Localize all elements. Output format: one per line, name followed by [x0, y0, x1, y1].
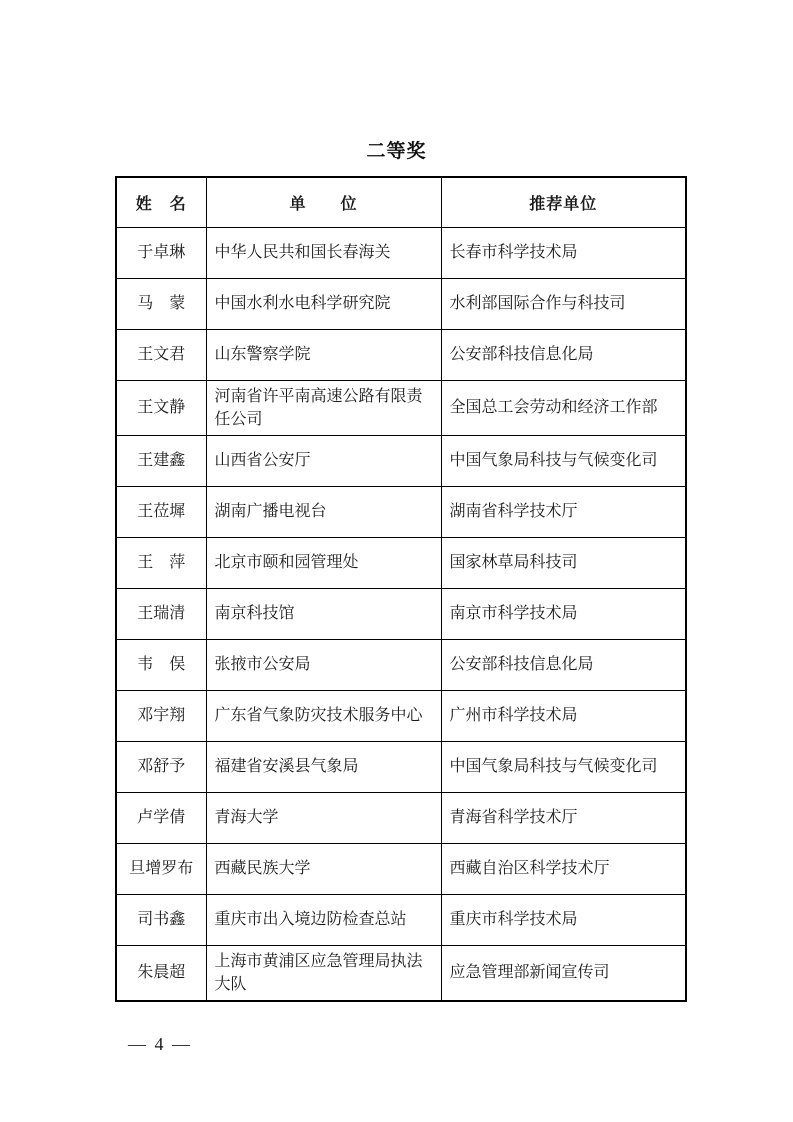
header-organization: 单 位 [206, 177, 441, 227]
header-row [116, 177, 686, 227]
table-row [116, 945, 686, 1001]
org-cell: 青海大学 [206, 792, 441, 843]
name-cell: 卢学倩 [116, 792, 206, 843]
name-cell: 旦增罗布 [116, 843, 206, 894]
table-row [116, 537, 686, 588]
table-row [116, 843, 686, 894]
name-cell: 司书鑫 [116, 894, 206, 945]
table-row [116, 278, 686, 329]
recommender-cell: 青海省科学技术厅 [441, 792, 686, 843]
name-cell: 王文君 [116, 329, 206, 380]
header-name: 姓 名 [116, 177, 206, 227]
table-row [116, 435, 686, 486]
recommender-cell: 广州市科学技术局 [441, 690, 686, 741]
recommender-cell: 南京市科学技术局 [441, 588, 686, 639]
recommender-cell: 全国总工会劳动和经济工作部 [441, 380, 686, 435]
page-number: — 4 — [128, 1034, 192, 1055]
name-cell: 马 蒙 [116, 278, 206, 329]
org-cell: 南京科技馆 [206, 588, 441, 639]
org-cell: 北京市颐和园管理处 [206, 537, 441, 588]
recommender-cell: 中国气象局科技与气候变化司 [441, 741, 686, 792]
name-cell: 王瑞清 [116, 588, 206, 639]
award-table [115, 176, 687, 1002]
recommender-cell: 西藏自治区科学技术厅 [441, 843, 686, 894]
name-cell: 王莅墀 [116, 486, 206, 537]
org-cell: 西藏民族大学 [206, 843, 441, 894]
table-header [116, 177, 686, 227]
table-row [116, 588, 686, 639]
name-cell: 邓宇翔 [116, 690, 206, 741]
org-cell: 山西省公安厅 [206, 435, 441, 486]
org-cell: 广东省气象防灾技术服务中心 [206, 690, 441, 741]
name-cell: 王文静 [116, 380, 206, 435]
table-row [116, 690, 686, 741]
recommender-cell: 重庆市科学技术局 [441, 894, 686, 945]
org-cell: 张掖市公安局 [206, 639, 441, 690]
table-row [116, 894, 686, 945]
table-row [116, 329, 686, 380]
org-cell: 河南省许平南高速公路有限责任公司 [206, 380, 441, 435]
org-cell: 福建省安溪县气象局 [206, 741, 441, 792]
recommender-cell: 湖南省科学技术厅 [441, 486, 686, 537]
recommender-cell: 公安部科技信息化局 [441, 639, 686, 690]
recommender-cell: 长春市科学技术局 [441, 227, 686, 278]
table-row [116, 741, 686, 792]
table-body [116, 227, 686, 1001]
table-row [116, 380, 686, 435]
name-cell: 王 萍 [116, 537, 206, 588]
name-cell: 朱晨超 [116, 945, 206, 1001]
name-cell: 邓舒予 [116, 741, 206, 792]
recommender-cell: 水利部国际合作与科技司 [441, 278, 686, 329]
table-row [116, 227, 686, 278]
org-cell: 上海市黄浦区应急管理局执法大队 [206, 945, 441, 1001]
page-title: 二等奖 [366, 141, 427, 162]
org-cell: 中华人民共和国长春海关 [206, 227, 441, 278]
recommender-cell: 应急管理部新闻宣传司 [441, 945, 686, 1001]
table-row [116, 639, 686, 690]
org-cell: 重庆市出入境边防检查总站 [206, 894, 441, 945]
org-cell: 中国水利水电科学研究院 [206, 278, 441, 329]
name-cell: 王建鑫 [116, 435, 206, 486]
name-cell: 于卓琳 [116, 227, 206, 278]
recommender-cell: 公安部科技信息化局 [441, 329, 686, 380]
recommender-cell: 国家林草局科技司 [441, 537, 686, 588]
table-row [116, 792, 686, 843]
table-row [116, 486, 686, 537]
org-cell: 山东警察学院 [206, 329, 441, 380]
recommender-cell: 中国气象局科技与气候变化司 [441, 435, 686, 486]
org-cell: 湖南广播电视台 [206, 486, 441, 537]
header-recommender: 推荐单位 [441, 177, 686, 227]
name-cell: 韦 俣 [116, 639, 206, 690]
